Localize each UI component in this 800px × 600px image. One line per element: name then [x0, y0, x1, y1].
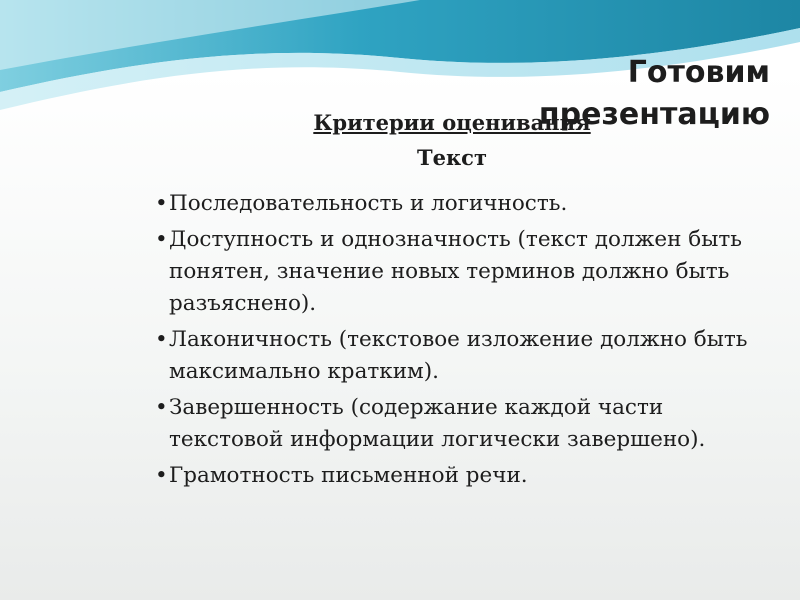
- list-item-text: Последовательность и логичность.: [169, 191, 568, 216]
- list-item: [155, 188, 755, 220]
- slide-title: Готовим презентацию: [538, 55, 770, 132]
- criteria-subtitle: Критерии оценивания: [313, 110, 591, 135]
- section-heading: Текст: [417, 145, 487, 170]
- criteria-list: [155, 188, 755, 496]
- bullet-icon: •: [155, 191, 168, 216]
- bullet-icon: •: [155, 395, 168, 420]
- list-item-text: Лаконичность (текстовое изложение должно быть максимально кратким).: [169, 327, 748, 384]
- list-item: [155, 460, 755, 492]
- list-item-text: Доступность и однозначность (текст должен быть понятен, значение новых терминов должно быть разъяснено).: [169, 227, 742, 316]
- bullet-icon: •: [155, 227, 168, 252]
- list-item-text: Завершенность (содержание каждой части текстовой информации логически завершено).: [169, 395, 706, 452]
- list-item: [155, 324, 755, 388]
- bullet-icon: •: [155, 327, 168, 352]
- list-item: [155, 392, 755, 456]
- list-item-text: Грамотность письменной речи.: [169, 463, 528, 488]
- list-item: [155, 224, 755, 320]
- bullet-icon: •: [155, 463, 168, 488]
